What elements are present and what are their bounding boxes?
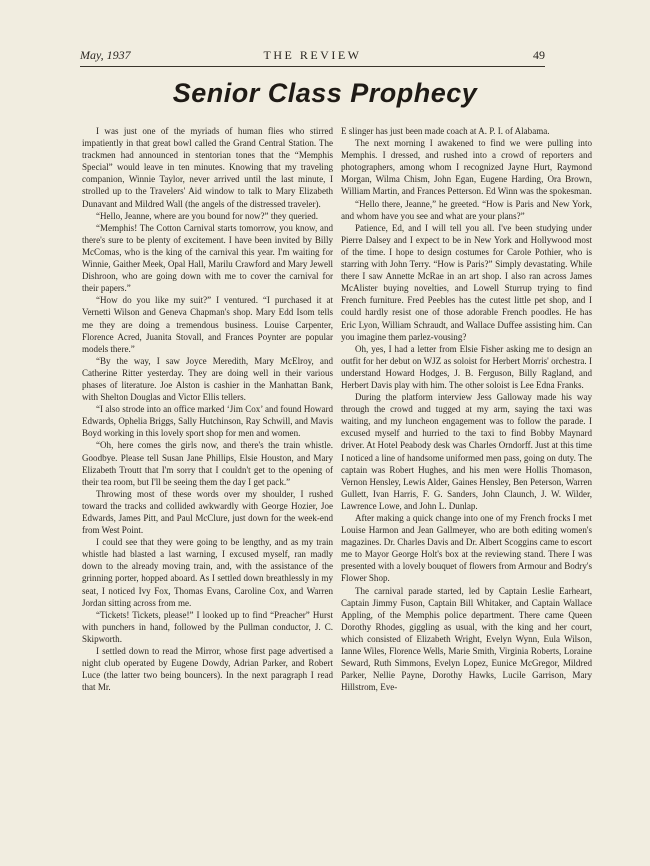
paragraph: Patience, Ed, and I will tell you all. I've been studying under Pierre Dalsey and I expect to be in New York and Hollywood most of the time. I hope to design costumes for Carole Pothier, who is starring with John Terry. “How is Paris?” Simply devastating. While there I saw Annette McRae in an art shop. I also ran across James McAlister buying novelties, and Lowell Sturrup trying to find French furniture. Fred Peebles has the cutest little pet shop, and I could hardly resist one of those adorable French poodles. He has Eric Lyon, William Schraudt, and Wallace Duffee assisting him. Can you imagine them parlez-vousing?: [341, 222, 592, 342]
left-column: [82, 125, 333, 693]
page-number: 49: [533, 48, 545, 62]
paragraph: “By the way, I saw Joyce Meredith, Mary McElroy, and Catherine Ritter yesterday. They are doing well in their various phases of literature. Joe Alston is cashier in the Manhattan Bank, with Shelton Douglas and Victor Ellis tellers.: [82, 355, 333, 403]
paragraph: “Hello there, Jeanne,” he greeted. “How is Paris and New York, and whom have you see and what are your plans?”: [341, 198, 592, 221]
publication-name: THE REVIEW: [263, 48, 362, 62]
paragraph: During the platform interview Jess Galloway made his way through the crowd and tugged at my arm, saying the taxi was waiting, and my luncheon engagement was to follow the parade. I excused myself and hurried to the taxi to find Bobby Maynard driver. At Hotel Peabody desk was Charles Orndorff. Just at this time I noticed a line of handsome uniformed men pass, going on duty. The captain was Robert Hughes, and his men were Hollis Thomason, Vernon Hensley, Lewis Alder, Gaines Hensley, Ben Peterson, Warren Gullett, Ivan Harris, F. G. Sanders, John Claunch, J. W. Wilder, Lawrence Lowe, and John L. Dunlap.: [341, 392, 592, 511]
paragraph: “Oh, here comes the girls now, and there's the train whistle. Goodbye. Please tell Susan Jane Phillips, Elsie Houston, and Mary Elizabeth Troutt that I'm sorry that I couldn't get to the opening of their tea room, but I'll be seeing them the day I get pack.”: [82, 440, 333, 487]
paragraph: I settled down to read the Mirror, whose first page advertised a night club operated by Eugene Dowdy, Adrian Parker, and Robert Luce (the latter two being bouncers). In the next paragraph I read that Mr.: [82, 646, 333, 693]
paragraph: The carnival parade started, led by Captain Leslie Earheart, Captain Jimmy Fuson, Captain Bill Whitaker, and Captain Wallace Appling, of the Memphis police department. There came Queen Dorothy Rhodes, giggling as usual, with the king and her court, which consisted of Elizabeth Wright, Evelyn Wynn, Eula Wilson, Ianne Wiles, Florence Wells, Marie Smith, Virginia Roberts, Loraine Seward, Ruth Simmons, Evelyn Lopez, Eunice McGregor, Mildred Parker, Nellie Payne, Dorothy Hawks, Lucile Garrison, Mary Hillstrom, Eve-: [341, 585, 592, 693]
right-column: [341, 125, 592, 693]
paragraph: Throwing most of these words over my shoulder, I rushed toward the tracks and collided awkwardly with George Hozier, Joe Edwards, James Pitt, and Paul McClure, just down for the week-end from West Point.: [82, 488, 333, 536]
paragraph: The next morning I awakened to find we were pulling into Memphis. I dressed, and rushed into a crowd of reporters and photographers, among whom I recognized Jayne Hurt, Raymond Morgan, Wilma Chism, John Egan, Eugene Harding, Ora Brown, William Martin, and Frances Petterson. Ed Winn was the spokesman.: [341, 138, 592, 197]
paragraph: “I also strode into an office marked ‘Jim Cox’ and found Howard Edwards, Ophelia Briggs, Sally Hutchinson, Ray Schwill, and Mavis Boyd working in this lovely sport shop for men and women.: [82, 404, 333, 439]
paragraph: “Memphis! The Cotton Carnival starts tomorrow, you know, and there's sure to be plenty of excitement. I have been invited by Billy McComas, who is the king of the carnival this year. I'm waiting for Winnie, Gaither Meek, Opal Hall, Marilu Crawford and Mary Jewell Dishroon, who are going down with me to cover the carnival for their papers.”: [82, 222, 333, 294]
running-header: [80, 44, 545, 67]
paragraph: I was just one of the myriads of human flies who stirred impatiently in that great bowl called the Grand Central Station. The trackmen had announced in stentorian tones that the “Memphis Special” would leave in ten minutes. Knowing that my traveling companion, Winnie Taylor, never arrived until the last minute, I strolled up to the Travelers' Aid window to talk to Mary Elizabeth Dunavant and Mildred Wall (the angels of the distressed traveler).: [82, 126, 333, 209]
paragraph-continuation: E slinger has just been made coach at A. P. I. of Alabama.: [341, 126, 550, 136]
paragraph: “How do you like my suit?” I ventured. “I purchased it at Vernetti Wilson and Geneva Chapman's shop. Mary Edd Isom tells me they are doing a tremendous business. Louise Carpenter, Florence Acred, Juanita Stovall, and Frances Poynter are popular models there.”: [82, 295, 333, 354]
paragraph: “Hello, Jeanne, where are you bound for now?” they queried.: [96, 210, 319, 221]
article-title: Senior Class Prophecy: [172, 78, 478, 108]
issue-date: May, 1937: [80, 48, 131, 62]
paragraph: I could see that they were going to be lengthy, and as my train whistle had blasted a last warning, I excused myself, ran madly down to the already moving train, and, with the assistance of the grinning porter, hopped aboard. As I settled down breathlessly in my seat, I noticed Ivy Fox, Thomas Evans, Caroline Cox, and Warren Jordan sitting across from me.: [82, 537, 333, 608]
paragraph: After making a quick change into one of my French frocks I met Louise Harmon and Jean Gallmeyer, who are both editing women's magazines. Dr. Charles Davis and Dr. Albert Scoggins came to escort me to Mayor George Holt's box at the reviewing stand. There I was presented with a lovely bouquet of flowers from Armour and Bodry's Flower Shop.: [341, 513, 592, 584]
paragraph: Oh, yes, I had a letter from Elsie Fisher asking me to design an outfit for her debut on WJZ as soloist for Herbert Morris' orchestra. I understand Howard Hodges, J. B. Ferguson, Billy Ragland, and Herbert Davis play with him. The other soloist is Lee Edna Franks.: [341, 343, 592, 390]
paragraph: “Tickets! Tickets, please!” I looked up to find “Preacher” Hurst with punchers in hand, followed by the Pullman conductor, J. C. Skipworth.: [82, 609, 333, 644]
